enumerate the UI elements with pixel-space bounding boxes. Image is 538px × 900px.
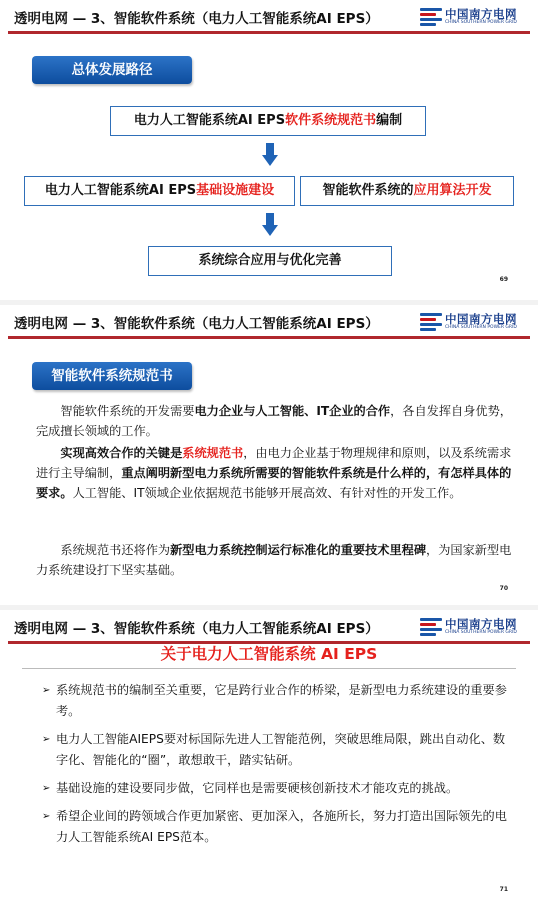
down-arrow-icon: [262, 143, 278, 167]
title-divider: [22, 668, 516, 669]
paragraph-spec-key: 实现高效合作的关键是系统规范书，由电力企业基于物理规律和原则，以及系统需求进行主导编制，重点阐明新型电力系统所需要的智能软件系统是什么样的，有怎样具体的要求。人工智能、IT领域企业依据规范书能够开展高效、有针对性的开发工作。: [36, 446, 512, 500]
page-number: 71: [499, 886, 508, 893]
header-title: 透明电网 — 3、智能软件系统（电力人工智能系统AI EPS）: [14, 316, 379, 332]
box-infrastructure: 电力人工智能系统AI EPS基础设施建设: [24, 176, 295, 206]
page-number: 70: [499, 585, 508, 592]
header-underline: [8, 31, 530, 34]
logo-text-en: CHINA SOUTHERN POWER GRID: [445, 20, 517, 25]
section-title: 智能软件系统规范书: [32, 362, 192, 390]
slide-title: 关于电力人工智能系统 AI EPS: [160, 645, 378, 663]
logo-text-en: CHINA SOUTHERN POWER GRID: [445, 630, 517, 635]
arrow-bullet-icon: ➢: [42, 783, 51, 794]
down-arrow-icon: [262, 213, 278, 237]
list-item: ➢ 基础设施的建设要同步做，它同样也是需要硬核创新技术才能攻克的挑战。: [42, 778, 512, 799]
csg-logo: [420, 311, 524, 333]
list-item: ➢ 系统规范书的编制至关重要，它是跨行业合作的桥梁，是新型电力系统建设的重要参考。: [42, 680, 512, 722]
header-title: 透明电网 — 3、智能软件系统（电力人工智能系统AI EPS）: [14, 621, 379, 637]
arrow-bullet-icon: ➢: [42, 734, 51, 745]
logo-text-cn: 中国南方电网: [445, 312, 517, 326]
csg-logo-icon: [420, 8, 442, 26]
bullet-list: [42, 680, 512, 855]
csg-logo-icon: [420, 618, 442, 636]
slide-header: [0, 610, 538, 642]
box-spec-writing: 电力人工智能系统AI EPS软件系统规范书编制: [110, 106, 426, 136]
list-item: ➢ 电力人工智能AIEPS要对标国际先进人工智能范例，突破思维局限，跳出自动化、数字化、智能化的“圈”，敢想敢干，踏实钻研。: [42, 729, 512, 771]
paragraph-cooperation: 智能软件系统的开发需要电力企业与人工智能、IT企业的合作，各自发挥自身优势，完成擅长领域的工作。: [36, 404, 512, 438]
logo-text-cn: 中国南方电网: [445, 617, 517, 631]
logo-text-cn: 中国南方电网: [445, 7, 517, 21]
paragraph-milestone: 系统规范书还将作为新型电力系统控制运行标准化的重要技术里程碑，为国家新型电力系统建设打下坚实基础。: [36, 543, 512, 577]
arrow-bullet-icon: ➢: [42, 811, 51, 822]
section-title: 总体发展路径: [32, 56, 192, 84]
list-item: ➢ 希望企业间的跨领域合作更加紧密、更加深入，各施所长，努力打造出国际领先的电力人工智能系统AI EPS范本。: [42, 806, 512, 848]
csg-logo: [420, 616, 524, 638]
box-algorithm-dev: 智能软件系统的应用算法开发: [300, 176, 514, 206]
slide-69: [0, 0, 538, 300]
slide-header: [0, 0, 538, 32]
csg-logo-icon: [420, 313, 442, 331]
slide-70: [0, 305, 538, 605]
slide-header: [0, 305, 538, 337]
page-number: 69: [499, 276, 508, 283]
box-integration: 系统综合应用与优化完善: [148, 246, 392, 276]
logo-text-en: CHINA SOUTHERN POWER GRID: [445, 325, 517, 330]
arrow-bullet-icon: ➢: [42, 685, 51, 696]
header-title: 透明电网 — 3、智能软件系统（电力人工智能系统AI EPS）: [14, 11, 379, 27]
slide-71: [0, 610, 538, 900]
header-underline: [8, 336, 530, 339]
csg-logo: [420, 6, 524, 28]
